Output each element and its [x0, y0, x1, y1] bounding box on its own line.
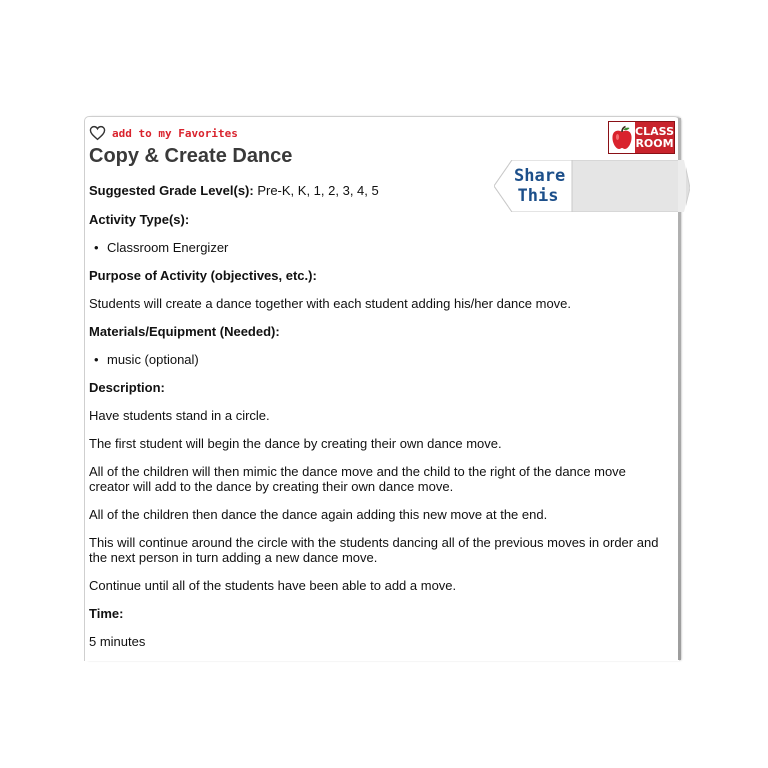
apple-icon [609, 122, 635, 153]
logo-line-2: ROOM [635, 136, 674, 150]
grade-level-label: Suggested Grade Level(s): [89, 183, 254, 198]
description-paragraph: This will continue around the circle with the students dancing all of the previous moves in order and the next person in turn adding a new dance move. [89, 535, 659, 565]
purpose-heading: Purpose of Activity (objectives, etc.): [89, 268, 317, 283]
time-heading: Time: [89, 606, 124, 621]
materials-item: • music (optional) [107, 352, 199, 367]
grade-level-row [89, 183, 379, 198]
logo-text [635, 126, 674, 150]
share-line-2: This [517, 186, 559, 206]
purpose-text: Students will create a dance together with each student adding his/her dance move. [89, 296, 572, 311]
materials-heading: Materials/Equipment (Needed): [89, 324, 280, 339]
add-to-favorites-label: add to my Favorites [112, 126, 238, 140]
time-value: 5 minutes [89, 634, 146, 649]
description-paragraph: Have students stand in a circle. [89, 408, 270, 423]
description-paragraph: All of the children then dance the dance again adding this new move at the end. [89, 507, 548, 522]
description-paragraph: The first student will begin the dance by creating their own dance move. [89, 436, 502, 451]
add-to-favorites-link[interactable] [89, 124, 238, 142]
activity-type-item: • Classroom Energizer [107, 240, 228, 255]
share-line-1: Share [514, 166, 566, 186]
page-title: Copy & Create Dance [89, 145, 293, 167]
activity-type-heading: Activity Type(s): [89, 212, 190, 227]
classroom-logo[interactable] [608, 121, 675, 154]
grade-level-value: Pre-K, K, 1, 2, 3, 4, 5 [253, 183, 379, 198]
share-this-button[interactable] [514, 166, 566, 206]
description-heading: Description: [89, 380, 165, 395]
logo-line-1: CLASS [635, 124, 674, 138]
description-paragraph: All of the children will then mimic the dance move and the child to the right of the dance move creator will add to the dance by creating their own dance move. [89, 464, 626, 494]
heart-outline-icon [89, 125, 106, 141]
description-paragraph: Continue until all of the students have been able to add a move. [89, 578, 457, 593]
